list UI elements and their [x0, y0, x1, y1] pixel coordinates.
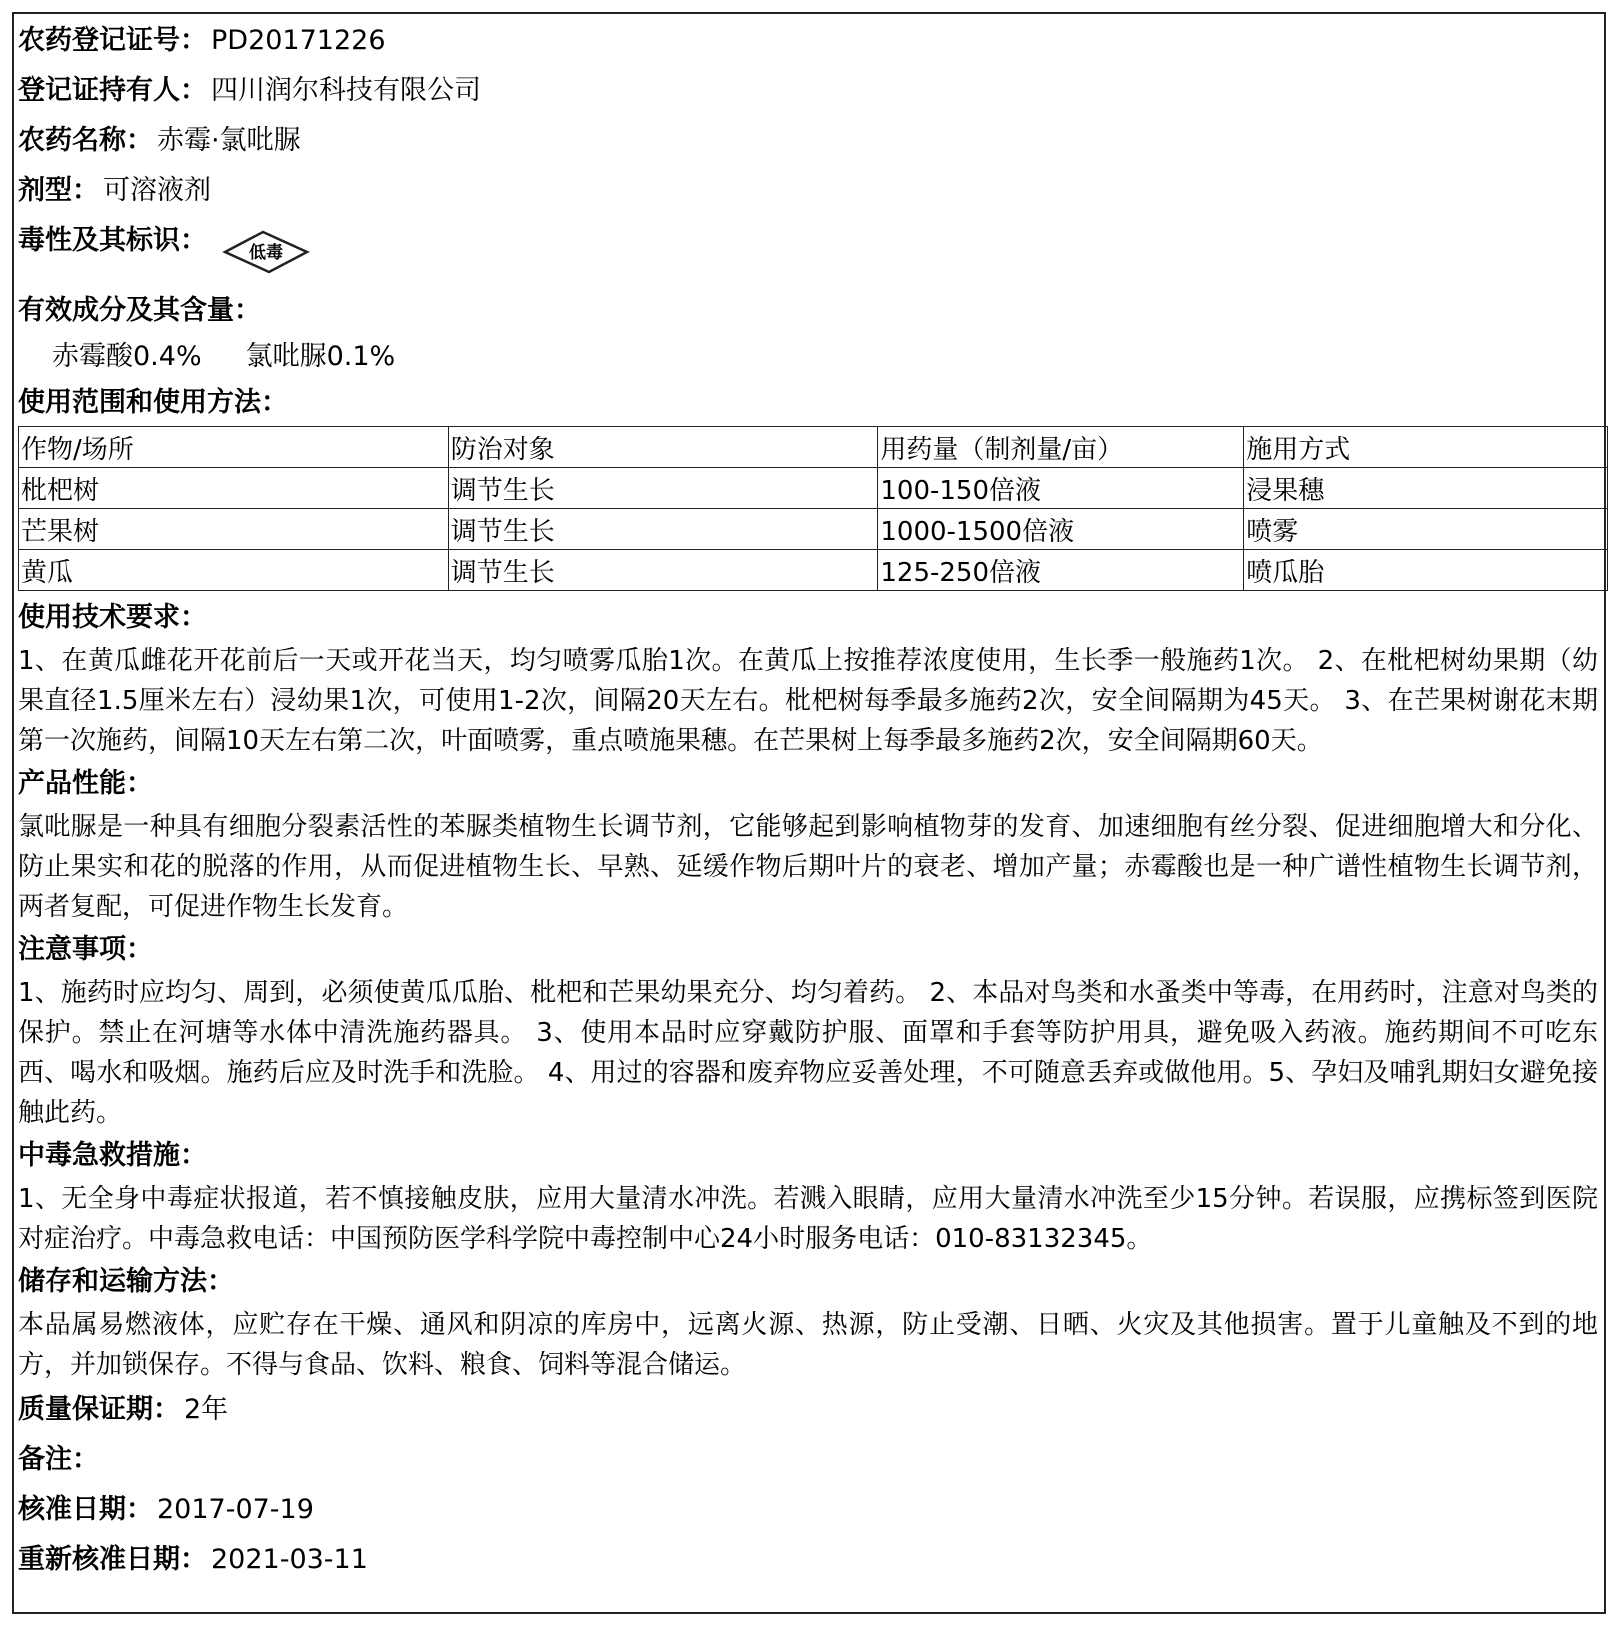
toxicity-badge-text: 低毒 — [249, 243, 283, 263]
toxicity-label: 毒性及其标识： — [18, 225, 207, 256]
table-row — [19, 468, 1608, 509]
reapproval-label: 重新核准日期： — [18, 1544, 207, 1575]
storage-text: 本品属易燃液体，应贮存在干燥、通风和阴凉的库房中，远离火源、热源，防止受潮、日晒、火灾及其他损害。置于儿童触及不到的地方，并加锁保存。不得与食品、饮料、粮食、饲料等混合储运。 — [18, 1310, 1598, 1380]
reapproval-value: 2021-03-11 — [211, 1544, 368, 1575]
name-label: 农药名称： — [18, 125, 153, 156]
ingredient-item: 赤霉酸0.4% — [52, 341, 202, 372]
notes-label: 备注： — [18, 1444, 99, 1475]
shelf-value: 2年 — [184, 1394, 229, 1425]
performance-text: 氯吡脲是一种具有细胞分裂素活性的苯脲类植物生长调节剂，它能够起到影响植物芽的发育、加速细胞有丝分裂、促进细胞增大和分化、防止果实和花的脱落的作用，从而促进植物生长、早熟、延缓作物后期叶片的衰老、增加产量；赤霉酸也是一种广谱性植物生长调节剂，两者复配，可促进作物生长发育。 — [18, 812, 1598, 922]
table-cell: 黄瓜 — [19, 550, 449, 591]
table-header-cell: 作物/场所 — [19, 427, 449, 468]
usage-table — [18, 426, 1608, 591]
table-cell: 枇杷树 — [19, 468, 449, 509]
registration-row — [18, 16, 1600, 66]
table-cell: 125-250倍液 — [878, 550, 1244, 591]
label-document — [12, 12, 1606, 1614]
approval-row — [18, 1485, 1600, 1535]
table-cell: 芒果树 — [19, 509, 449, 550]
usage-label: 使用范围和使用方法： — [18, 387, 288, 418]
table-cell: 喷雾 — [1244, 509, 1608, 550]
firstaid-text: 1、无全身中毒症状报道，若不慎接触皮肤，应用大量清水冲洗。若溅入眼睛，应用大量清水冲洗至少15分钟。若误服，应携标签到医院对症治疗。中毒急救电话：中国预防医学科学院中毒控制中心24小时服务电话：010-83132345。 — [18, 1184, 1598, 1254]
reapproval-row — [18, 1535, 1600, 1585]
low-toxicity-diamond-icon — [219, 226, 319, 290]
holder-value: 四川润尔科技有限公司 — [211, 75, 481, 106]
table-row — [19, 550, 1608, 591]
table-header-cell: 施用方式 — [1244, 427, 1608, 468]
toxicity-row — [18, 216, 1600, 288]
table-cell: 调节生长 — [448, 468, 878, 509]
table-cell: 调节生长 — [448, 509, 878, 550]
firstaid-label: 中毒急救措施： — [18, 1140, 207, 1171]
ingredients-label: 有效成分及其含量： — [18, 295, 261, 326]
approval-label: 核准日期： — [18, 1494, 153, 1525]
registration-value: PD20171226 — [211, 25, 386, 56]
table-cell: 调节生长 — [448, 550, 878, 591]
table-header-row — [19, 427, 1608, 468]
table-cell: 100-150倍液 — [878, 468, 1244, 509]
registration-label: 农药登记证号： — [18, 25, 207, 56]
performance-label: 产品性能： — [18, 768, 153, 799]
table-header-cell: 防治对象 — [448, 427, 878, 468]
holder-label: 登记证持有人： — [18, 75, 207, 106]
table-cell: 喷瓜胎 — [1244, 550, 1608, 591]
ingredient-item: 氯吡脲0.1% — [245, 341, 396, 372]
name-value: 赤霉·氯吡脲 — [157, 125, 301, 156]
table-header-cell: 用药量（制剂量/亩） — [878, 427, 1244, 468]
cautions-text: 1、施药时应均匀、周到，必须使黄瓜瓜胎、枇杷和芒果幼果充分、均匀着药。 2、本品对鸟类和水蚤类中等毒，在用药时，注意对鸟类的保护。禁止在河塘等水体中清洗施药器具。 3、使用本品时应穿戴防护服、面罩和手套等防护用具，避免吸入药液。施药期间不可吃东西、喝水和吸烟。施药后应及时洗手和洗脸。 4、用过的容器和废弃物应妥善处理，不可随意丢弃或做他用。5、孕妇及哺乳期妇女避免接触此药。 — [18, 978, 1598, 1128]
cautions-label: 注意事项： — [18, 934, 153, 965]
approval-value: 2017-07-19 — [157, 1494, 314, 1525]
tech-text: 1、在黄瓜雌花开花前后一天或开花当天，均匀喷雾瓜胎1次。在黄瓜上按推荐浓度使用，生长季一般施药1次。 2、在枇杷树幼果期（幼果直径1.5厘米左右）浸幼果1次，可使用1-2次，间隔20天左右。枇杷树每季最多施药2次，安全间隔期为45天。 3、在芒果树谢花末期第一次施药，间隔10天左右第二次，叶面喷雾，重点喷施果穗。在芒果树上每季最多施药2次，安全间隔期60天。 — [18, 646, 1598, 756]
ingredients-list — [18, 334, 1600, 380]
formulation-row — [18, 166, 1600, 216]
shelf-label: 质量保证期： — [18, 1394, 180, 1425]
formulation-label: 剂型： — [18, 175, 99, 206]
shelf-row — [18, 1385, 1600, 1435]
holder-row — [18, 66, 1600, 116]
tech-label: 使用技术要求： — [18, 602, 207, 633]
table-cell: 浸果穗 — [1244, 468, 1608, 509]
name-row — [18, 116, 1600, 166]
notes-row — [18, 1435, 1600, 1485]
formulation-value: 可溶液剂 — [103, 175, 211, 206]
table-cell: 1000-1500倍液 — [878, 509, 1244, 550]
table-row — [19, 509, 1608, 550]
storage-label: 储存和运输方法： — [18, 1266, 234, 1297]
